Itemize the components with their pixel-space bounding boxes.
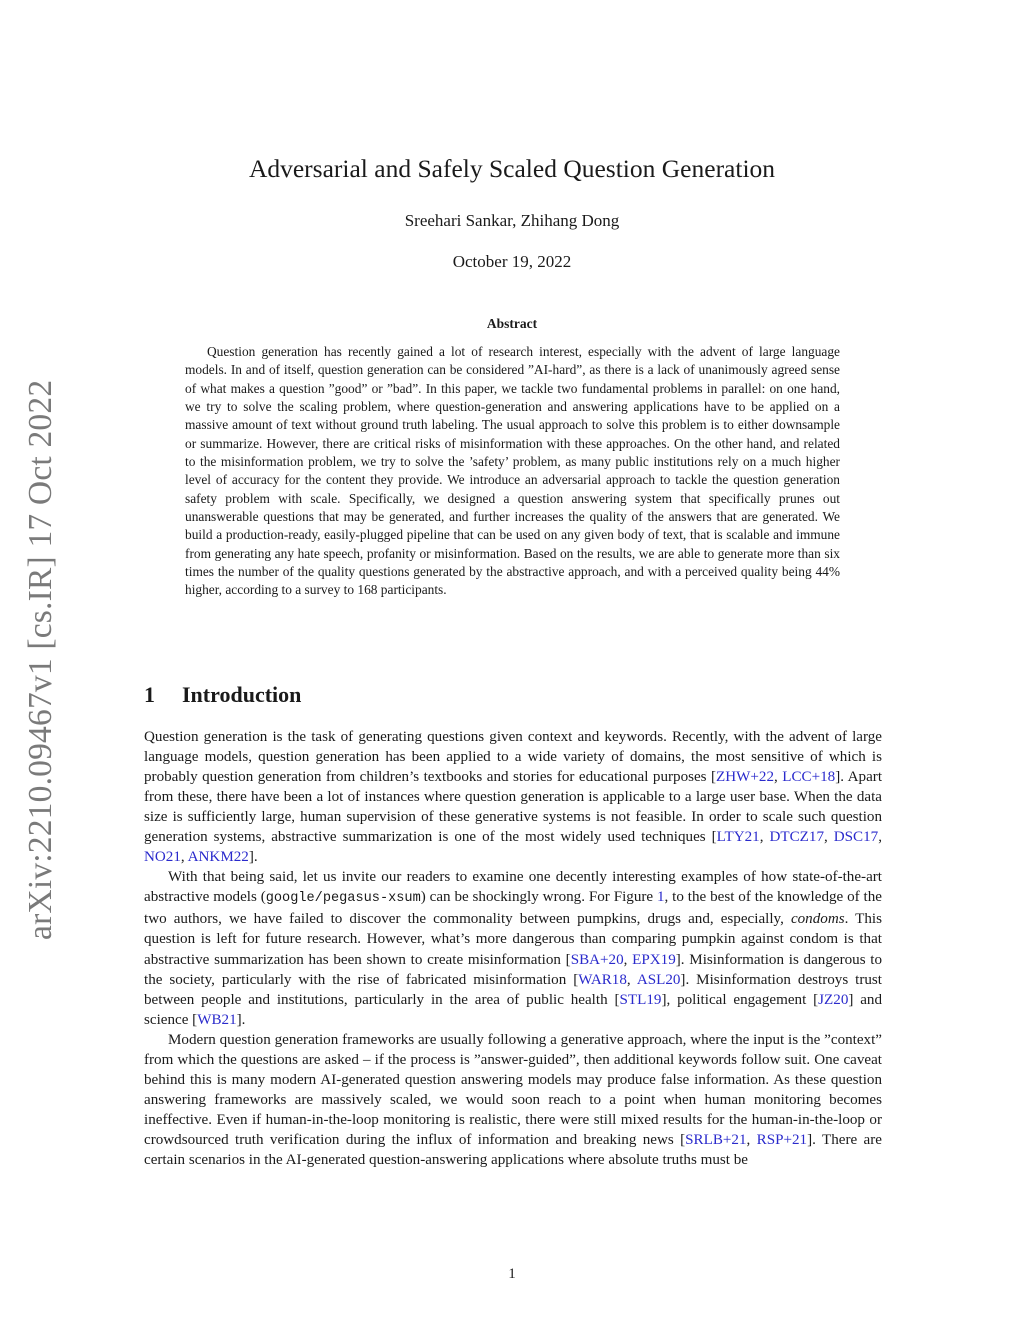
paragraph-3: Modern question generation frameworks are usually following a generative approach, where the input is the ”context” from which the questions are asked – if the process is ”answer-guided”, then additional keywords follow suit. One caveat behind this is many modern AI-generated question answering models may produce false information. As these question answering frameworks are massively scaled, we would soon reach to a point when human monitoring becomes ineffective. Even if human-in-the-loop monitoring is realistic, there were still mixed results for the human-in-the-loop or crowdsourced truth verification during the influx of information and breaking news [SRLB+21, RSP+21]. There are certain scenarios in the AI-generated question-answering applications where absolute truths must be <box>144 1031 882 1168</box>
citation-link[interactable]: SRLB+21 <box>685 1131 747 1148</box>
arxiv-identifier: arXiv:2210.09467v1 [cs.IR] 17 Oct 2022 <box>22 379 59 940</box>
citation-link[interactable]: ASL20 <box>636 971 681 988</box>
citation-link[interactable]: EPX19 <box>632 951 676 968</box>
citation-link[interactable]: RSP+21 <box>756 1131 808 1148</box>
emphasis-text: condoms <box>790 911 845 928</box>
paragraph-1: Question generation is the task of generating questions given context and keywords. Recently, with the advent of large language models, question generation has been applied to a wide variety of domains, the most sensitive of which is probably question generation from children’s textbooks and stories for educational purposes [ZHW+22, LCC+18]. Apart from these, there have been a lot of instances where question generation is applicable to a large user base. When the data size is sufficiently large, human supervision of these generative systems is not feasible. In order to scale such question generation systems, abstractive summarization is one of the most widely used techniques [LTY21, DTCZ17, DSC17, NO21, ANKM22]. <box>144 729 883 866</box>
citation-link[interactable]: ZHW+22 <box>716 769 775 786</box>
paragraph-2: With that being said, let us invite our readers to examine one decently interesting examples of how state-of-the-art abstractive models (google/pegasus-xsum) can be shockingly wrong. For Figure 1, to the best of the knowledge of the two authors, we have failed to discover the commonality between pumpkins, drugs and, especially, condoms. This question is left for future research. However, what’s more dangerous than comparing pumpkin against condom is that abstractive summarization has been shown to create misinformation [SBA+20, EPX19]. Misinformation is dangerous to the society, particularly with the rise of fabricated misinformation [WAR18, ASL20]. Misinformation destroys trust between people and institutions, particularly in the area of public health [STL19], political engagement [JZ20] and science [WB21]. <box>144 869 883 1028</box>
paper-authors: Sreehari Sankar, Zhihang Dong <box>404 211 620 230</box>
body-text <box>144 727 882 1170</box>
citation-link[interactable]: LTY21 <box>716 829 760 846</box>
citation-link[interactable]: LCC+18 <box>782 769 836 786</box>
citation-link[interactable]: ANKM22 <box>187 849 249 866</box>
page-number: 1 <box>508 1266 516 1282</box>
section-heading <box>144 682 301 708</box>
citation-link[interactable]: NO21 <box>144 849 181 866</box>
section-title: Introduction <box>182 682 302 707</box>
figure-link[interactable]: 1 <box>656 889 665 906</box>
citation-link[interactable]: JZ20 <box>818 991 849 1008</box>
section-number: 1 <box>144 682 155 707</box>
citation-link[interactable]: WAR18 <box>578 971 627 988</box>
citation-link[interactable]: SBA+20 <box>570 951 624 968</box>
abstract-heading: Abstract <box>486 316 538 331</box>
citation-link[interactable]: DSC17 <box>833 829 879 846</box>
paper-title: Adversarial and Safely Scaled Question Generation <box>248 154 776 183</box>
model-name-code: google/pegasus-xsum <box>265 891 421 907</box>
citation-link[interactable]: DTCZ17 <box>769 829 824 846</box>
paper-date: October 19, 2022 <box>452 252 572 271</box>
citation-link[interactable]: STL19 <box>619 991 662 1008</box>
abstract-text: Question generation has recently gained a lot of research interest, especially with the advent of large language models. In and of itself, question generation can be considered ”AI-hard”, as there is a lack of unanimously agreed sense of what makes a question ”good” or ”bad”. In this paper, we tackle two fundamental problems in parallel: on one hand, we try to solve the scaling problem, where question-generation and answering applications have to be applied on a massive amount of text without ground truth labeling. The usual approach to solve this problem is to either downsample or summarize. However, there are critical risks of misinformation with these approaches. On the other hand, and related to the misinformation problem, we try to solve the ’safety’ problem, as many public institutions rely on a much higher level of accuracy for the content they provide. We introduce an adversarial approach to tackle the question generation safety problem with scale. Specifically, we designed a question answering system that specifically prunes out unanswerable questions that may be generated, and further increases the quality of the answers that are generated. We build a production-ready, easily-plugged pipeline that can be used on any given body of text, that is scalable and immune from generating any hate speech, profanity or misinformation. Based on the results, we are able to generate more than six times the number of the quality questions generated by the abstractive approach, and with a perceived quality being 44% higher, according to a survey to 168 participants. <box>185 344 840 598</box>
citation-link[interactable]: WB21 <box>197 1011 237 1028</box>
